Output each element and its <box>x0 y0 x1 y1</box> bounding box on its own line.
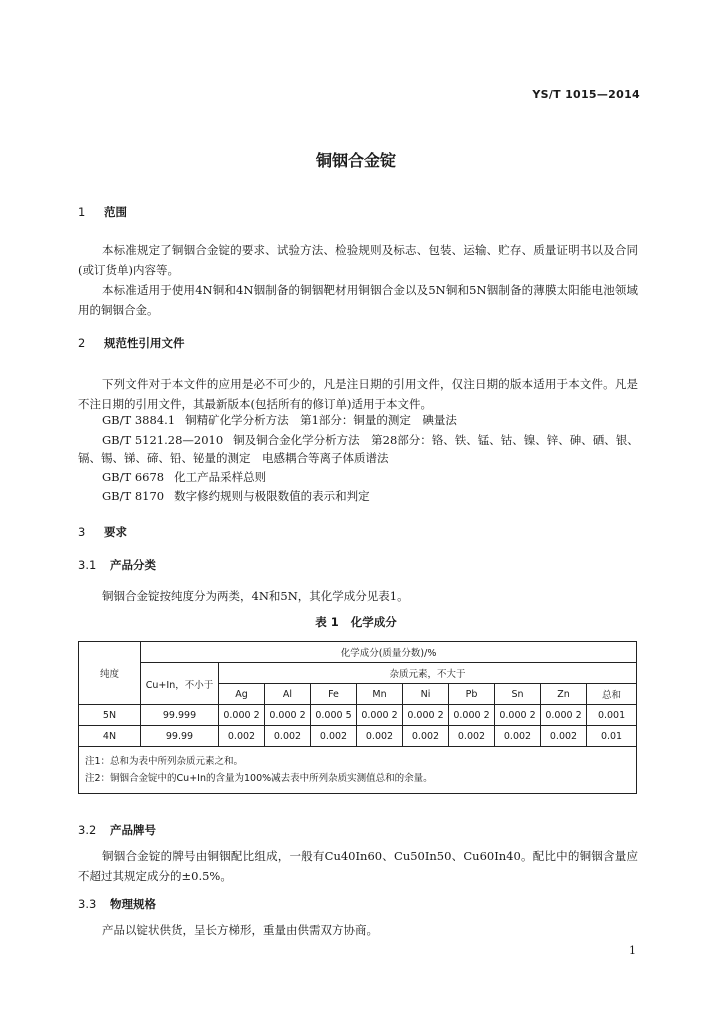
subsection-number: 3.2 <box>78 823 97 837</box>
table-note-2: 注2：铜铟合金锭中的Cu+In的含量为100%减去表中所列杂质实测值总和的余量。 <box>85 773 433 784</box>
reference-item: GB/T 3884.1 铜精矿化学分析方法 第1部分：铜量的测定 碘量法 <box>102 413 457 427</box>
cell-value: 0.002 <box>541 726 587 747</box>
subsection-3-1-heading <box>78 557 156 573</box>
section-title: 要求 <box>104 525 127 539</box>
cell-value: 0.002 <box>219 726 265 747</box>
cell-value: 0.000 2 <box>219 705 265 726</box>
cell-value: 0.000 2 <box>541 705 587 726</box>
subsection-title: 物理规格 <box>110 897 156 911</box>
table-note-1: 注1：总和为表中所列杂质元素之和。 <box>85 756 244 767</box>
subsection-3-2-text: 铜铟合金锭的牌号由铜铟配比组成，一般有Cu40In60、Cu50In50、Cu60In40。配比中的铜铟含量应不超过其规定成分的±0.5%。 <box>78 849 638 883</box>
reference-item: GB/T 6678 化工产品采样总则 <box>102 470 267 484</box>
section-2-intro: 下列文件对于本文件的应用是必不可少的，凡是注日期的引用文件，仅注日期的版本适用于本文件。凡是不注日期的引用文件，其最新版本(包括所有的修订单)适用于本文件。 <box>78 377 638 411</box>
section-number: 1 <box>78 205 86 219</box>
subsection-3-3-heading <box>78 896 156 912</box>
section-title: 范围 <box>104 205 127 219</box>
reference-item: GB/T 8170 数字修约规则与极限数值的表示和判定 <box>102 489 370 503</box>
col-header-element: Ag <box>219 684 265 705</box>
cell-total: 0.01 <box>587 726 637 747</box>
col-header-element: Sn <box>495 684 541 705</box>
table-notes-row <box>79 747 637 794</box>
cell-value: 0.002 <box>495 726 541 747</box>
col-header-total: 总和 <box>587 684 637 705</box>
document-title: 铜铟合金锭 <box>315 151 396 170</box>
table-notes <box>79 747 637 794</box>
cell-value: 0.002 <box>265 726 311 747</box>
col-header-group: 化学成分(质量分数)/% <box>141 642 637 663</box>
col-header-element: Al <box>265 684 311 705</box>
standard-code: YS/T 1015—2014 <box>532 88 640 101</box>
col-header-element: Ni <box>403 684 449 705</box>
col-header-element: Zn <box>541 684 587 705</box>
subsection-title: 产品分类 <box>110 558 156 572</box>
table-caption-label: 表 1 <box>315 615 339 629</box>
col-header-purity: 纯度 <box>79 642 141 705</box>
cell-purity: 4N <box>79 726 141 747</box>
section-number: 3 <box>78 525 86 539</box>
col-header-cuin: Cu+In，不小于 <box>141 663 219 705</box>
subsection-title: 产品牌号 <box>110 823 156 837</box>
section-1-heading <box>78 204 127 220</box>
subsection-number: 3.3 <box>78 897 97 911</box>
subsection-3-3-text: 产品以锭状供货，呈长方梯形，重量由供需双方协商。 <box>102 923 378 937</box>
table-header-row <box>79 663 637 684</box>
cell-value: 0.000 2 <box>357 705 403 726</box>
page-number: 1 <box>629 944 636 957</box>
cell-value: 0.000 5 <box>311 705 357 726</box>
cell-total: 0.001 <box>587 705 637 726</box>
reference-item: GB/T 5121.28—2010 铜及铜合金化学分析方法 第28部分：铬、铁、锰、钴、镍、锌、砷、硒、银、 <box>102 433 639 447</box>
cell-purity: 5N <box>79 705 141 726</box>
cell-value: 0.000 2 <box>403 705 449 726</box>
cell-value: 0.000 2 <box>449 705 495 726</box>
table-header-row <box>79 642 637 663</box>
subsection-3-2-heading <box>78 822 156 838</box>
table-row <box>79 726 637 747</box>
section-title: 规范性引用文件 <box>104 336 185 350</box>
cell-value: 0.002 <box>311 726 357 747</box>
col-header-element: Fe <box>311 684 357 705</box>
chemical-composition-table <box>78 641 637 794</box>
table-row <box>79 705 637 726</box>
table-caption <box>0 614 712 630</box>
cell-value: 0.000 2 <box>265 705 311 726</box>
cell-value: 0.002 <box>357 726 403 747</box>
subsection-number: 3.1 <box>78 558 97 572</box>
table-caption-title: 化学成分 <box>350 615 397 629</box>
cell-value: 0.000 2 <box>495 705 541 726</box>
col-header-element: Pb <box>449 684 495 705</box>
cell-value: 0.002 <box>449 726 495 747</box>
section-3-heading <box>78 524 127 540</box>
cell-value: 0.002 <box>403 726 449 747</box>
reference-item-continuation: 镉、锡、锑、碲、铅、铋量的测定 电感耦合等离子体质谱法 <box>78 451 389 465</box>
subsection-3-1-text: 铜铟合金锭按纯度分为两类，4N和5N，其化学成分见表1。 <box>102 589 409 603</box>
cell-cuin: 99.99 <box>141 726 219 747</box>
section-1-paragraph-1: 本标准规定了铜铟合金锭的要求、试验方法、检验规则及标志、包装、运输、贮存、质量证明书以及合同(或订货单)内容等。 <box>78 243 638 277</box>
col-header-element: Mn <box>357 684 403 705</box>
section-2-heading <box>78 335 185 351</box>
col-header-impurities: 杂质元素，不大于 <box>219 663 637 684</box>
cell-cuin: 99.999 <box>141 705 219 726</box>
section-1-paragraph-2: 本标准适用于使用4N铜和4N铟制备的铜铟靶材用铜铟合金以及5N铜和5N铟制备的薄膜太阳能电池领域用的铜铟合金。 <box>78 283 638 317</box>
section-number: 2 <box>78 336 86 350</box>
